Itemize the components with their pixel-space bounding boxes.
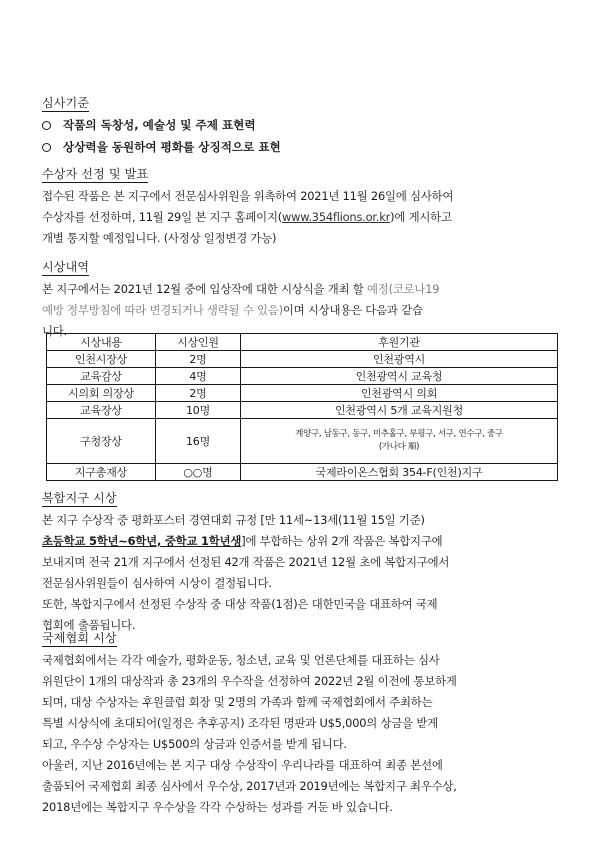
table-row bbox=[47, 402, 558, 419]
table-row bbox=[47, 368, 558, 385]
header-sponsor: 후원기관 bbox=[241, 334, 558, 351]
ceremony-section bbox=[42, 256, 562, 342]
count-cell: 2명 bbox=[156, 385, 241, 402]
intl-line-3: 되며, 대상 수상자는 후원클럽 회장 및 2명의 가족과 함께 국제협회에서 주최하는 bbox=[42, 695, 433, 709]
ceremony-line-1: 본 지구에서는 2021년 12월 중에 입상작에 대한 시상식을 개최 할 예정(코로나19 bbox=[42, 282, 440, 296]
award-cell: 교육감상 bbox=[47, 368, 156, 385]
intl-line-2: 위원단이 1개의 대상작과 총 23개의 우수작을 선정하여 2022년 2월 이전에 통보하게 bbox=[42, 674, 457, 688]
multi-line-3: 보내지며 전국 21개 지구에서 선정된 42개 작품은 2021년 12월 초에 복합지구에서 bbox=[42, 555, 450, 569]
header-count: 시상인원 bbox=[156, 334, 241, 351]
sponsor-cell: 국제라이온스협회 354-F(인천)지구 bbox=[241, 464, 558, 481]
ceremony-line-2: 예방 정부방침에 따라 변경되거나 생략될 수 있음)이며 시상내용은 다음과 같습 bbox=[42, 303, 423, 317]
criteria-section bbox=[42, 92, 562, 158]
count-cell: ○○명 bbox=[156, 464, 241, 481]
multi-district-section bbox=[42, 487, 562, 636]
multi-line-6: 협회에 출품됩니다. bbox=[42, 618, 136, 632]
table-row bbox=[47, 351, 558, 368]
multi-line-1: 본 지구 수상작 중 평화포스터 경연대회 규정 [만 11세~13세(11월 15일 기준) bbox=[42, 513, 425, 527]
ceremony-line-3: 니다. bbox=[42, 324, 68, 338]
intl-line-1: 국제협회에서는 각각 예술가, 평화운동, 청소년, 교육 및 언론단체를 대표하는 심사 bbox=[42, 653, 440, 667]
intl-line-6: 아울러, 지난 2016년에는 본 지구 대상 수상작이 우리나라를 대표하여 최종 본선에 bbox=[42, 758, 443, 772]
multi-line-4: 전문심사위원들이 심사하여 시상이 결정됩니다. bbox=[42, 576, 272, 590]
award-cell: 시의회 의장상 bbox=[47, 385, 156, 402]
criteria-heading: 심사기준 bbox=[42, 96, 90, 110]
sponsor-cell: 인천광역시 교육청 bbox=[241, 368, 558, 385]
selection-line-3: 개별 통지할 예정입니다. (사정상 일정변경 가능) bbox=[42, 231, 277, 245]
count-cell: 10명 bbox=[156, 402, 241, 419]
table-row bbox=[47, 464, 558, 481]
count-cell: 2명 bbox=[156, 351, 241, 368]
intl-line-8: 2018년에는 복합지구 우수상을 각각 수상하는 성과를 거둔 바 있습니다. bbox=[42, 800, 393, 814]
intl-line-7: 출품되어 국제협회 최종 심사에서 우수상, 2017년과 2019년에는 복합지구 최우수상, bbox=[42, 779, 457, 793]
ceremony-heading: 시상내역 bbox=[42, 260, 90, 274]
hollow-circle-icon bbox=[42, 143, 51, 152]
intl-line-4: 특별 시상식에 초대되어(일정은 추후공지) 조각된 명판과 U$5,000의 상금을 받게 bbox=[42, 716, 438, 730]
count-cell: 4명 bbox=[156, 368, 241, 385]
multi-district-heading: 복합지구 시상 bbox=[42, 491, 117, 505]
criteria-item-1: 작품의 독창성, 예술성 및 주제 표현력 bbox=[42, 114, 562, 136]
international-section bbox=[42, 627, 562, 818]
selection-heading: 수상자 선정 및 발표 bbox=[42, 167, 149, 181]
count-cell: 16명 bbox=[156, 419, 241, 464]
selection-section bbox=[42, 163, 562, 249]
award-cell: 지구총재상 bbox=[47, 464, 156, 481]
sponsor-cell: 인천광역시 의회 bbox=[241, 385, 558, 402]
hollow-circle-icon bbox=[42, 121, 51, 130]
award-cell: 구청장상 bbox=[47, 419, 156, 464]
selection-line-1: 접수된 작품은 본 지구에서 전문심사위원을 위촉하여 2021년 11월 26일에 심사하여 bbox=[42, 189, 454, 203]
award-cell: 인천시장상 bbox=[47, 351, 156, 368]
selection-line-2: 수상자를 선정하며, 11월 29일 본 지구 홈페이지(www.354flions.or.kr)에 게시하고 bbox=[42, 210, 452, 224]
table-row bbox=[47, 385, 558, 402]
sponsor-cell: 인천광역시 bbox=[241, 351, 558, 368]
sponsor-cell: 인천광역시 5개 교육지원청 bbox=[241, 402, 558, 419]
homepage-link[interactable]: www.354flions.or.kr bbox=[282, 210, 391, 224]
criteria-item-2: 상상력을 동원하여 평화를 상징적으로 표현 bbox=[42, 136, 562, 158]
header-award: 시상내용 bbox=[47, 334, 156, 351]
awards-table bbox=[46, 333, 558, 481]
international-heading: 국제협회 시상 bbox=[42, 631, 117, 645]
sponsor-cell: 계양구, 남동구, 동구, 미추홀구, 부평구, 서구, 연수구, 중구 (가나다 順) bbox=[241, 419, 558, 464]
table-row bbox=[47, 419, 558, 464]
table-header-row bbox=[47, 334, 558, 351]
multi-line-2: 초등학교 5학년~6학년, 중학교 1학년생]에 부합하는 상위 2개 작품은 복합지구에 bbox=[42, 534, 443, 548]
multi-line-5: 또한, 복합지구에서 선정된 수상작 중 대상 작품(1점)은 대한민국을 대표하여 국제 bbox=[42, 597, 438, 611]
award-cell: 교육장상 bbox=[47, 402, 156, 419]
intl-line-5: 되고, 우수상 수상자는 U$500의 상금과 인증서를 받게 됩니다. bbox=[42, 737, 347, 751]
